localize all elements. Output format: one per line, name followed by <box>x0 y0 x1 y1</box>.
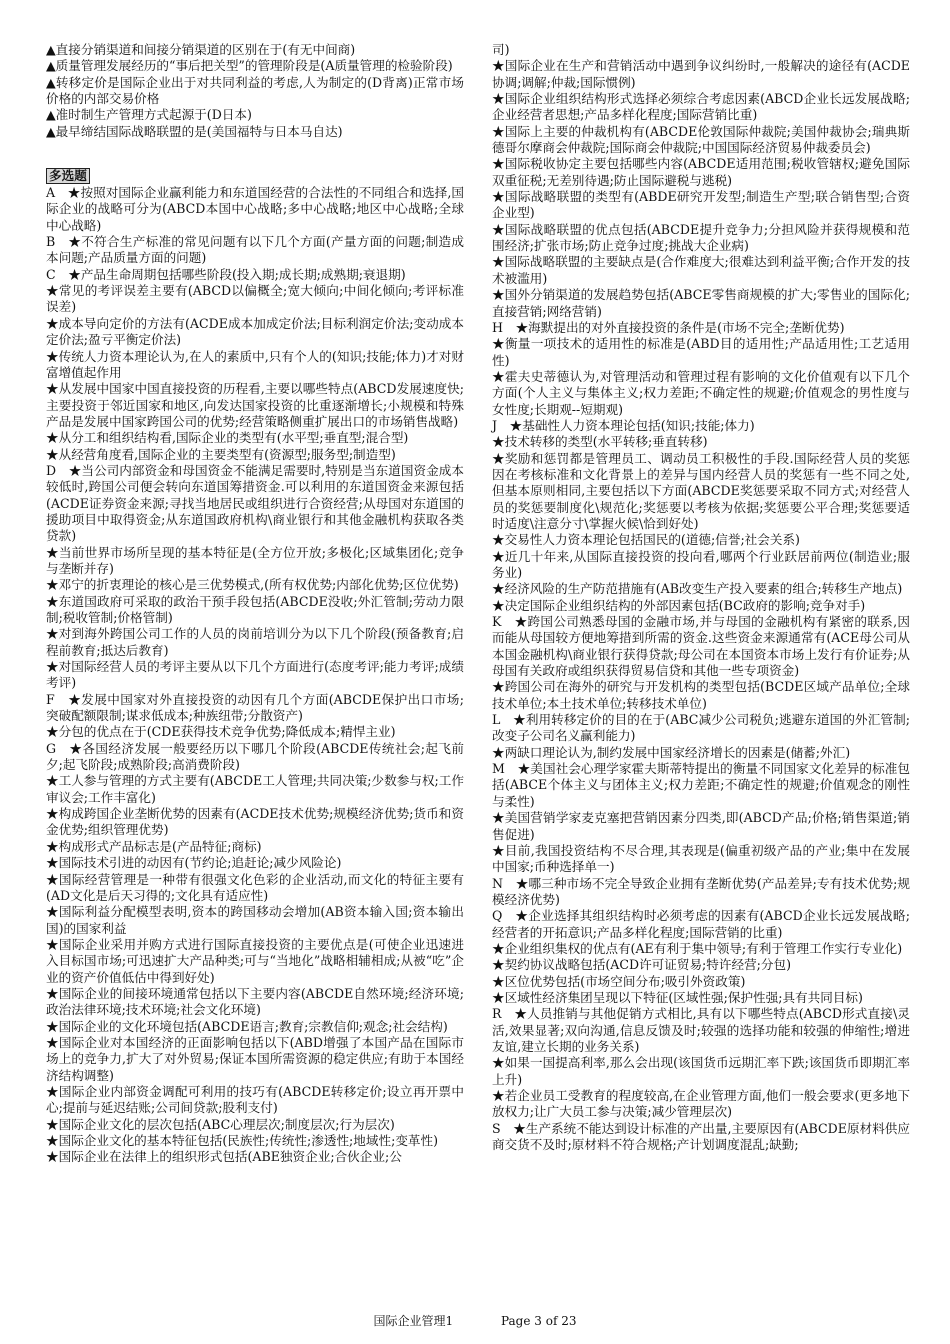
summary-item: ▲准时制生产管理方式起源于(D日本) <box>46 107 252 123</box>
question-item: ★国际企业在生产和营销活动中遇到争议纠纷时,一般解决的途径有(ACDE协调;调解;仲裁;国际惯例) <box>492 58 910 90</box>
question-item: ★成本导向定价的方法有(ACDE成本加成定价法;目标利润定价法;变动成本定价法;盈亏平衡定价法) <box>46 315 464 348</box>
question-item: ★国际企业文化的层次包括(ABC心理层次;制度层次;行为层次) <box>46 1116 395 1132</box>
question-item: ★构成跨国企业垄断优势的因素有(ACDE技术优势;规模经济优势;货币和资金优势;组织管理优势) <box>46 806 464 838</box>
question-item: ★衡量一项技术的适用性的标准是(ABD目的适用性;产品适用性;工艺适用性) <box>492 336 910 368</box>
question-item: ★国际企业在法律上的组织形式包括(ABE独资企业;合伙企业;公 <box>46 1149 402 1165</box>
question-item: ★对到海外跨国公司工作的人员的岗前培训分为以下几个阶段(预备教育;启程前教育;抵达后教育) <box>46 626 464 658</box>
question-item: ★国际战略联盟的类型有(ABDE研究开发型;制造生产型;联合销售型;合资企业型) <box>492 189 910 221</box>
summary-item: ▲转移定价是国际企业出于对共同利益的考虑,人为制定的(D背离)正常市场价格的内部交易价格 <box>46 74 464 107</box>
question-item: ★国外分销渠道的发展趋势包括(ABCE零售商规模的扩大;零售业的国际化;直接营销;网络营销) <box>492 287 910 319</box>
question-item: ★国际企业内部资金调配可利用的技巧有(ABCDE转移定价;设立再开票中心;提前与延迟结账;公司间贷款;股利支付) <box>46 1083 464 1116</box>
question-item: ★传统人力资本理论认为,在人的素质中,只有个人的(知识;技能;体力)才对财富增值起作用 <box>46 348 464 380</box>
question-item: ★近几十年来,从国际直接投资的投向看,哪两个行业跃居前两位(制造业;服务业) <box>492 548 910 580</box>
question-item: ★国际企业文化的基本特征包括(民族性;传统性;渗透性;地域性;变革性) <box>46 1133 439 1148</box>
question-item: S ★生产系统不能达到设计标准的产出量,主要原因有(ABCDE原材料供应商交货不及时;原材料不符合规格;产计划调度混乱;缺勤; <box>492 1120 910 1153</box>
question-item: ★国际企业的文化环境包括(ABCDE语言;教育;宗教信仰;观念;社会结构) <box>46 1018 448 1034</box>
question-item: D ★当公司内部资金和母国资金不能满足需要时,特别是当东道国资金成本较低时,跨国公司便会转向东道国筹措资金.可以利用的东道国资金来源包括(ACDE证券资金来源;寻找当地居民或组织进行合资经营;从母国对东道国的援助项目中取得资金;从东道国政府机构\商业银行和其他金融机构获取各类贷款) <box>46 462 464 544</box>
footer-document-name: 国际企业管理1 <box>373 1314 454 1328</box>
question-item: ★东道国政府可采取的政治干预手段包括(ABCDE没收;外汇管制;劳动力限制;税收管制;价格管制) <box>46 593 464 625</box>
footer-page-number: Page 3 of 23 <box>500 1314 577 1328</box>
question-item: B ★不符合生产标准的常见问题有以下几个方面(产量方面的问题;制造成本问题;产品质量方面的问题) <box>46 234 464 266</box>
question-item: F ★发展中国家对外直接投资的动因有几个方面(ABCDE保护出口市场;突破配额限制;谋求低成本;种族纽带;分散资产) <box>46 691 464 724</box>
summary-item: ▲直接分销渠道和间接分销渠道的区别在于(有无中间商) <box>46 42 356 57</box>
question-item: ★决定国际企业组织结构的外部因素包括(BC政府的影响;竞争对手) <box>492 597 866 613</box>
question-item: ★分包的优点在于(CDE获得技术竞争优势;降低成本;精悍主业) <box>46 724 396 740</box>
question-item: ★国际战略联盟的主要缺点是(合作难度大;很难达到利益平衡;合作开发的技术被滥用) <box>492 254 910 286</box>
question-item: ★经济风险的生产防范措施有(AB改变生产投入要素的组合;转移生产地点) <box>492 581 903 597</box>
question-item: K ★跨国公司熟悉母国的金融市场,并与母国的金融机构有紧密的联系,因而能从母国较方便地筹措到所需的资金.这些资金来源通常有(ACE母公司从本国金融机构\商业银行获得贷款;母公司在本国资本市场上发行有价证券;从母国有关政府或组织获得贸易信贷和其他一些专项资金) <box>492 614 910 679</box>
question-item: ★国际企业对本国经济的正面影响包括以下(ABD增强了本国产品在国际市场上的竞争力,扩大了对外贸易;保证本国所需资源的稳定供应;有助于本国经济结构调整) <box>46 1034 464 1083</box>
question-item: 司) <box>492 42 510 57</box>
question-item: A ★按照对国际企业赢利能力和东道国经营的合法性的不同组合和选择,国际企业的战略可分为(ABCD本国中心战略;多中心战略;地区中心战略;全球中心战略) <box>46 185 464 233</box>
left-column <box>46 42 464 1166</box>
question-item: ★国际技术引进的动因有(节约论;追赶论;减少风险论) <box>46 855 342 871</box>
question-item: ★国际企业组织结构形式选择必须综合考虑因素(ABCD企业长远发展战略;企业经营者思想;产品多样化程度;国际营销比重) <box>492 91 910 123</box>
question-item: ★契约协议战略包括(ACD许可证贸易;特许经营;分包) <box>492 957 792 973</box>
question-item: ★若企业员工受教育的程度较高,在企业管理方面,他们一般会要求(更多地下放权力;让广大员工参与决策;减少管理层次) <box>492 1088 910 1120</box>
section-heading-row <box>46 164 464 185</box>
question-item: Q ★企业选择其组织结构时必须考虑的因素有(ABCD企业长远发展战略;经营者的开拓意识;产品多样化程度;国际营销的比重) <box>492 908 910 940</box>
multiple-choice-heading: 多选题 <box>46 168 90 184</box>
question-item: H ★海默提出的对外直接投资的条件是(市场不完全;垄断优势) <box>492 319 845 335</box>
question-item: ★邓宁的折衷理论的核心是三优势模式,(所有权优势;内部化优势;区位优势) <box>46 577 459 593</box>
question-item: M ★美国社会心理学家霍夫斯蒂特提出的衡量不同国家文化差异的标准包括(ABCE个体主义与团体主义;权力差距;不确定性的规避;价值观念的刚性与柔性) <box>492 761 910 809</box>
question-item: ★从经营角度看,国际企业的主要类型有(资源型;服务型;制造型) <box>46 446 396 462</box>
question-item: L ★利用转移定价的目的在于(ABC减少公司税负;逃避东道国的外汇管制;改变子公司名义赢利能力) <box>492 712 910 744</box>
question-item: ★奖励和惩罚都是管理员工、调动员工积极性的手段.国际经营人员的奖惩因在考核标准和文化背景上的差异与国内经营人员的奖惩有一些不同之处,但基本原则相同,主要包括以下方面(ABCDE奖惩要采取不同方式;对经营人员的奖惩要制度化\规范化;奖惩要以考核为依据;奖惩要公平合理;奖惩要适时适度\注意分寸\掌握火候\恰到好处) <box>492 450 910 531</box>
question-item: ★构成形式产品标志是(产品特征;商标) <box>46 838 262 854</box>
question-item: ★工人参与管理的方式主要有(ABCDE工人管理;共同决策;少数参与权;工作审议会;工作丰富化) <box>46 773 464 805</box>
question-item: ★对国际经营人员的考评主要从以下几个方面进行(态度考评;能力考评;成绩考评) <box>46 659 464 691</box>
question-item: J ★基础性人力资本理论包括(知识;技能;体力) <box>492 417 755 433</box>
question-item: ★目前,我国投资结构不尽合理,其表现是(偏重初级产品的产业;集中在发展中国家;币种选择单一) <box>492 842 910 875</box>
question-item: ★国际税收协定主要包括哪些内容(ABCDE适用范围;税收管辖权;避免国际双重征税;无差别待遇;防止国际避税与逃税) <box>492 156 910 188</box>
question-item: ★如果一国提高利率,那么会出现(该国货币远期汇率下跌;该国货币即期汇率上升) <box>492 1055 910 1087</box>
question-item: ★常见的考评误差主要有(ABCD以偏概全;宽大倾向;中间化倾向;考评标准误差) <box>46 283 464 315</box>
question-item: R ★人员推销与其他促销方式相比,具有以下哪些特点(ABCD形式直接\灵活,效果显著;双向沟通,信息反馈及时;较强的选择功能和较强的伸缩性;增进友谊,建立长期的业务关系) <box>492 1006 910 1054</box>
document-page <box>46 42 910 1304</box>
multiple-choice-list-left <box>46 185 464 1166</box>
question-item: N ★哪三种市场不完全导致企业拥有垄断优势(产品差异;专有技术优势;规模经济优势) <box>492 875 910 907</box>
question-item: ★区域性经济集团呈现以下特征(区域性强;保护性强;具有共同目标) <box>492 989 863 1005</box>
question-item: C ★产品生命周期包括哪些阶段(投入期;成长期;成熟期;衰退期) <box>46 266 406 282</box>
right-column <box>492 42 910 1153</box>
question-item: ★从分工和组织结构看,国际企业的类型有(水平型;垂直型;混合型) <box>46 430 409 446</box>
question-item: ★交易性人力资本理论包括国民的(道德;信誉;社会关系) <box>492 532 800 548</box>
question-item: ★国际企业采用并购方式进行国际直接投资的主要优点是(可使企业迅速进入目标国市场;可迅速扩大产品种类;可与“当地化”战略相辅相成;从被“吃”企业的资产价值低估中得到好处) <box>46 936 464 985</box>
question-item: ★国际上主要的仲裁机构有(ABCDE伦敦国际仲裁院;美国仲裁协会;瑞典斯德哥尔摩商会仲裁院;国际商会仲裁院;中国国际经济贸易仲裁委员会) <box>492 123 910 156</box>
question-item: ★两缺口理论认为,制约发展中国家经济增长的因素是(储蓄;外汇) <box>492 744 851 760</box>
multiple-choice-list-right <box>492 42 910 1153</box>
question-item: ★霍夫史蒂德认为,对管理活动和管理过程有影响的文化价值观有以下几个方面(个人主义与集体主义;权力差距;不确定性的规避;价值观念的男性度与女性度;长期观--短期观) <box>492 368 910 417</box>
summary-item: ▲质量管理发展经历的“事后把关型”的管理阶段是(A质量管理的检验阶段) <box>46 58 453 74</box>
page-footer <box>0 1312 950 1329</box>
summary-item: ▲最早缔结国际战略联盟的是(美国福特与日本马自达) <box>46 123 343 139</box>
question-item: ★美国营销学家麦克塞把营销因素分四类,即(ABCD产品;价格;销售渠道;销售促进) <box>492 810 910 842</box>
question-item: ★国际战略联盟的优点包括(ABCDE提升竞争力;分担风险并获得规模和范围经济;扩张市场;防止竞争过度;挑战大企业病) <box>492 221 910 254</box>
question-item: ★跨国公司在海外的研究与开发机构的类型包括(BCDE区域产品单位;全球技术单位;本土技术单位;转移技术单位) <box>492 679 910 711</box>
question-item: ★区位优势包括(市场空间分布;吸引外资政策) <box>492 973 746 989</box>
question-item: ★国际经营管理是一种带有很强文化色彩的企业活动,而文化的特征主要有(AD文化是后天习得的;文化具有适应性) <box>46 871 464 903</box>
question-item: ★国际利益分配模型表明,资本的跨国移动会增加(AB资本输入国;资本输出国)的国家利益 <box>46 904 464 936</box>
question-item: G ★各国经济发展一般要经历以下哪几个阶段(ABCDE传统社会;起飞前夕;起飞阶段;成熟阶段;高消费阶段) <box>46 740 464 773</box>
question-item: ★从发展中国家中国直接投资的历程看,主要以哪些特点(ABCD发展速度快;主要投资于邻近国家和地区,向发达国家投资的比重逐渐增长;小规模和特殊产品是发展中国家跨国公司的优势;经营策略侧重扩展出口的市场销售战略) <box>46 381 464 429</box>
question-item: ★当前世界市场所呈现的基本特征是(全方位开放;多极化;区域集团化;竞争与垄断并存) <box>46 544 464 576</box>
section-gap <box>46 140 464 164</box>
question-item: ★企业组织集权的优点有(AE有利于集中领导;有利于管理工作实行专业化) <box>492 940 903 956</box>
question-item: ★技术转移的类型(水平转移;垂直转移) <box>492 434 708 450</box>
single-choice-summary <box>46 42 464 140</box>
question-item: ★国际企业的间接环境通常包括以下主要内容(ABCDE自然环境;经济环境;政治法律环境;技术环境;社会文化环境) <box>46 985 464 1018</box>
